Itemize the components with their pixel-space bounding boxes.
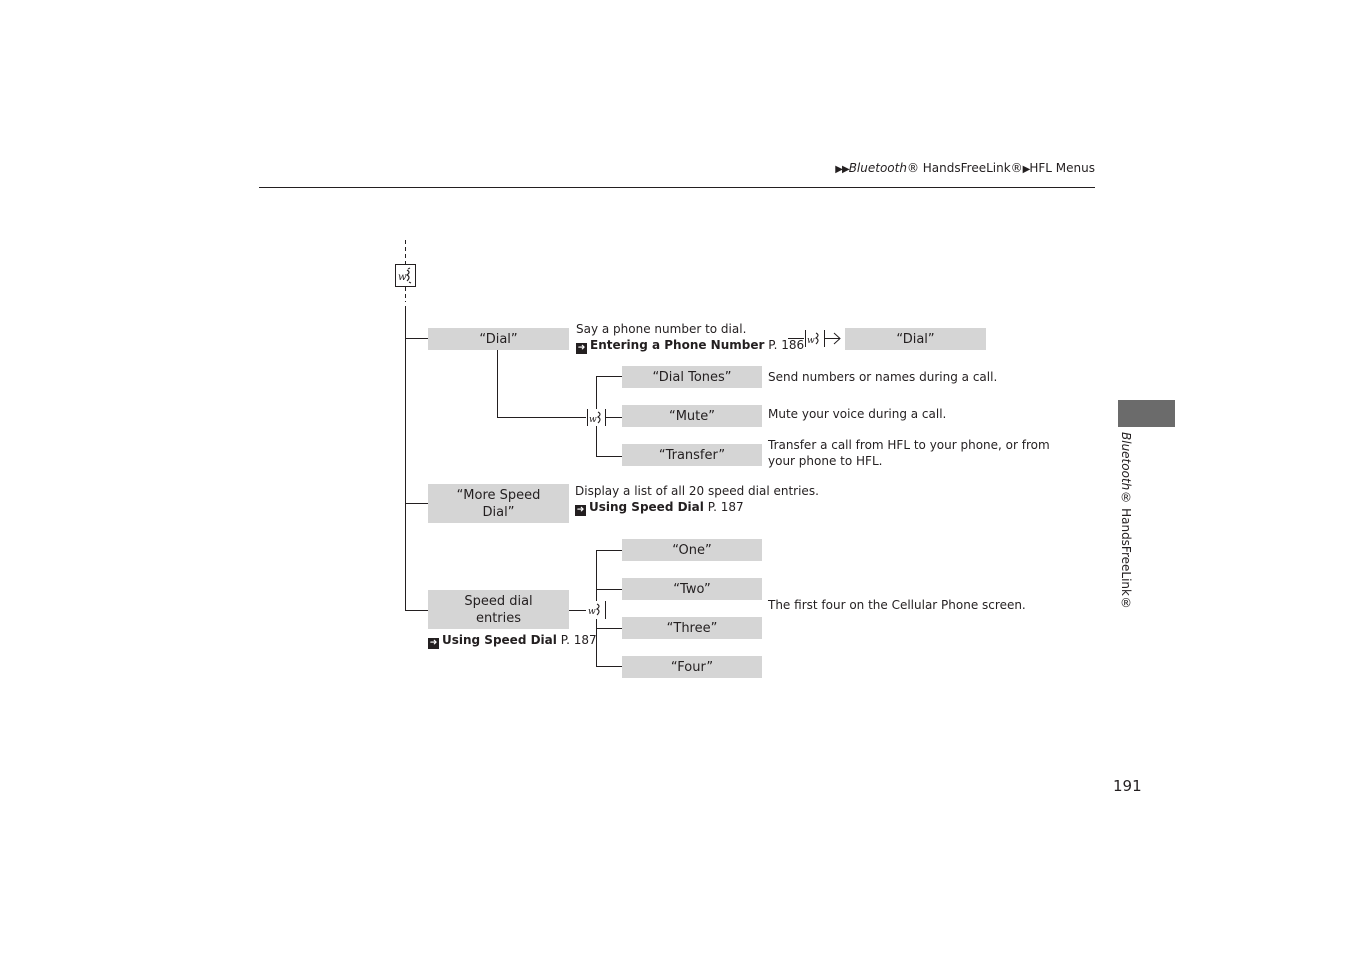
command-dial-label: “Dial” — [479, 331, 518, 347]
more-speed-dial-ref-title: Using Speed Dial — [589, 500, 704, 514]
command-more-speed-dial — [428, 484, 569, 523]
command-one-label: “One” — [672, 542, 712, 558]
command-dial-tones — [622, 366, 762, 388]
dial-ref[interactable] — [576, 337, 804, 354]
svg-text:w: w — [589, 415, 597, 425]
command-mute-label: “Mute” — [668, 408, 716, 424]
talk-button-icon — [395, 264, 416, 287]
transfer-desc: Transfer a call from HFL to your phone, or from your phone to HFL. — [768, 438, 1050, 468]
reference-arrow-icon: ➜ — [429, 638, 438, 648]
breadcrumb-separator-icon: ▶ — [1022, 164, 1030, 175]
reference-arrow-icon: ➜ — [577, 343, 586, 353]
svg-text:w: w — [807, 336, 815, 346]
speed-dial-entries-ref-title: Using Speed Dial — [442, 633, 557, 647]
speed-dial-entries-ref[interactable] — [428, 632, 597, 649]
mute-desc: Mute your voice during a call. — [768, 407, 947, 421]
section-tab-label — [1119, 432, 1133, 610]
speed-dial-entries-desc: The first four on the Cellular Phone screen. — [768, 598, 1026, 612]
command-one — [622, 539, 762, 561]
dial-ref-page: P. 186 — [768, 338, 805, 352]
talk-icon-dial — [806, 329, 824, 348]
command-two-label: “Two” — [673, 581, 711, 597]
speed-dial-entries-label: Speed dial entries — [464, 593, 533, 626]
page-number: 191 — [1113, 777, 1142, 795]
reference-arrow-icon: ➜ — [576, 505, 585, 515]
breadcrumb-handsfreelink: ® HandsFreeLink® — [906, 161, 1023, 175]
command-three — [622, 617, 762, 639]
command-mute — [622, 405, 762, 427]
command-dial-tones-label: “Dial Tones” — [652, 369, 732, 385]
command-dial-result-label: “Dial” — [896, 331, 935, 347]
more-speed-dial-desc: Display a list of all 20 speed dial entries. — [575, 484, 819, 498]
command-dial-result — [845, 328, 986, 350]
section-tab[interactable] — [1118, 400, 1175, 427]
speed-dial-entries-ref-page: P. 187 — [560, 633, 597, 647]
command-transfer — [622, 444, 762, 466]
dial-tones-desc: Send numbers or names during a call. — [768, 370, 998, 384]
talk-icon-call-options — [588, 408, 606, 427]
command-transfer-label: “Transfer” — [658, 447, 726, 463]
svg-text:w: w — [398, 272, 407, 283]
dial-ref-title: Entering a Phone Number — [590, 338, 765, 352]
command-three-label: “Three” — [666, 620, 718, 636]
command-two — [622, 578, 762, 600]
talk-icon-speed-dial — [587, 600, 605, 619]
dial-desc: Say a phone number to dial. — [576, 322, 747, 336]
command-more-speed-dial-label: “More Speed Dial” — [456, 487, 541, 520]
speed-dial-entries — [428, 590, 569, 629]
section-tab-rest: ® HandsFreeLink® — [1119, 490, 1133, 610]
svg-text:w: w — [588, 607, 596, 617]
command-four — [622, 656, 762, 678]
command-four-label: “Four” — [670, 659, 714, 675]
breadcrumb-hfl-menus: HFL Menus — [1029, 161, 1095, 175]
breadcrumb-bluetooth: Bluetooth — [848, 161, 907, 175]
breadcrumb-arrows-icon: ▶▶ — [835, 164, 849, 175]
section-tab-italic: Bluetooth — [1119, 432, 1133, 491]
more-speed-dial-ref[interactable] — [575, 499, 744, 516]
more-speed-dial-ref-page: P. 187 — [707, 500, 744, 514]
command-dial — [428, 328, 569, 350]
